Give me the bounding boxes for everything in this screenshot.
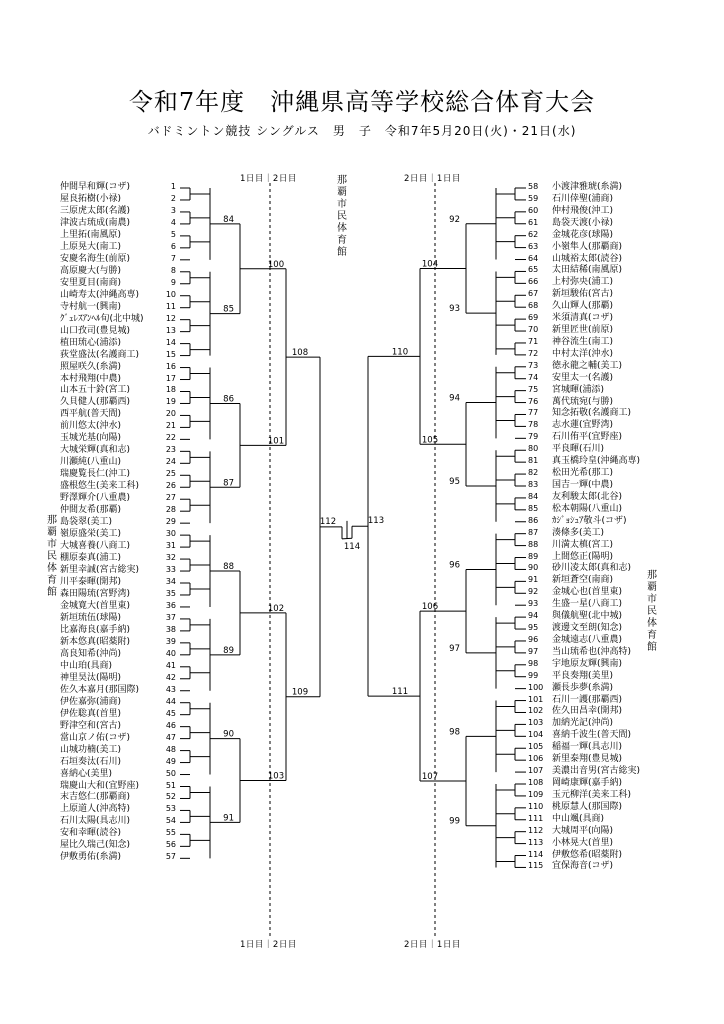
right-seed-number: 64 bbox=[528, 253, 539, 263]
left-seed-number: 26 bbox=[165, 481, 176, 491]
left-player-name: 盛根悠生(美来工科) bbox=[60, 481, 140, 492]
right-seed-number: 58 bbox=[528, 182, 539, 191]
right-seed-number: 77 bbox=[528, 408, 539, 418]
right-seed-number: 101 bbox=[528, 694, 544, 704]
right-seed-number: 74 bbox=[528, 372, 539, 382]
left-player-name: 高良知希(沖尚) bbox=[60, 648, 122, 659]
right-player-name: 小渡津雅琥(糸満) bbox=[552, 182, 623, 192]
left-seed-number: 25 bbox=[165, 469, 176, 479]
page-title: 令和7年度 沖縄県高等学校総合体育大会 bbox=[128, 88, 596, 116]
left-player-name: 金城寛大(首里東) bbox=[60, 600, 131, 611]
right-player-name: 石川侑平(宜野座) bbox=[552, 432, 623, 443]
right-r3-number: 105 bbox=[421, 435, 439, 446]
right-player-name: 知念拓敬(名護商工) bbox=[552, 408, 632, 419]
left-r3-number: 102 bbox=[267, 603, 285, 614]
right-player-name: 與儀航聖(北中城) bbox=[552, 611, 623, 622]
left-player-name: 嶺原盛栄(美工) bbox=[60, 529, 122, 540]
left-r3-number: 101 bbox=[267, 436, 285, 447]
right-player-name: 宮城暉(浦添) bbox=[552, 384, 605, 395]
page-subtitle: バドミントン競技 シングルス 男 子 令和7年5月20日(火)・21日(水) bbox=[147, 124, 577, 138]
right-seed-number: 93 bbox=[528, 599, 539, 609]
left-seed-number: 38 bbox=[165, 624, 176, 634]
left-r2-number: 88 bbox=[223, 562, 234, 573]
right-seed-number: 99 bbox=[528, 670, 539, 680]
day-label-left-bottom: 1日目｜2日目 bbox=[240, 940, 297, 950]
right-seed-number: 62 bbox=[528, 229, 539, 239]
right-seed-number: 79 bbox=[528, 432, 539, 442]
right-seed-number: 111 bbox=[528, 813, 544, 823]
left-seed-number: 11 bbox=[165, 301, 176, 311]
left-seed-number: 32 bbox=[165, 553, 176, 563]
right-seed-number: 68 bbox=[528, 301, 539, 311]
venue-right: 那覇市民体育館 bbox=[647, 570, 657, 653]
right-seed-number: 103 bbox=[528, 718, 544, 728]
left-player-name: 仲間早和輝(コザ) bbox=[60, 182, 131, 192]
left-player-name: 植田琉心(浦添) bbox=[60, 337, 122, 348]
right-seed-number: 71 bbox=[528, 336, 539, 346]
right-r3-number: 106 bbox=[421, 602, 439, 613]
left-seed-number: 16 bbox=[165, 361, 176, 371]
left-player-name: 當山京ノ佑(コザ) bbox=[60, 732, 131, 743]
right-player-name: 大城周平(向陽) bbox=[552, 825, 614, 836]
left-player-name: 伊佐嘉弥(浦商) bbox=[60, 696, 122, 707]
right-player-name: 喜納千波生(普天間) bbox=[552, 730, 632, 741]
left-r2-number: 87 bbox=[223, 478, 234, 489]
right-player-name: 中村太洋(沖水) bbox=[552, 348, 614, 359]
left-r2-number: 85 bbox=[223, 304, 234, 315]
left-player-name: 野澤輝介(八重農) bbox=[60, 493, 131, 504]
right-player-name: 生盛一星(八商工) bbox=[552, 599, 623, 610]
left-player-name: 末吉悠仁(那覇商) bbox=[60, 792, 131, 803]
left-player-name: 石垣奏汰(石川) bbox=[60, 756, 122, 767]
right-seed-number: 59 bbox=[528, 193, 539, 203]
left-player-name: 森田陽琉(宮野湾) bbox=[60, 588, 131, 599]
left-r3-number: 100 bbox=[267, 259, 285, 270]
right-r2-number: 96 bbox=[449, 560, 460, 571]
left-seed-number: 50 bbox=[165, 768, 176, 778]
right-r3-number: 104 bbox=[421, 259, 439, 270]
right-player-name: 岡崎康輝(嘉手納) bbox=[552, 778, 623, 788]
right-seed-number: 88 bbox=[528, 539, 539, 549]
left-seed-number: 17 bbox=[165, 373, 176, 383]
right-player-name: 神谷流生(南工) bbox=[552, 336, 614, 347]
left-seed-number: 45 bbox=[165, 708, 176, 718]
right-player-name: 松田光希(那工) bbox=[552, 468, 614, 479]
left-seed-number: 34 bbox=[165, 577, 176, 586]
right-player-name: 平良奏翔(美里) bbox=[552, 670, 614, 681]
left-seed-number: 3 bbox=[170, 205, 176, 215]
left-seed-number: 46 bbox=[165, 720, 176, 730]
right-seed-number: 65 bbox=[528, 265, 539, 275]
right-player-name: 石川倖聖(浦商) bbox=[552, 193, 614, 204]
right-r2-number: 92 bbox=[449, 214, 460, 225]
left-seed-number: 31 bbox=[165, 541, 176, 551]
left-seed-number: 20 bbox=[165, 409, 176, 419]
right-seed-number: 96 bbox=[528, 634, 539, 644]
right-player-name: 真玉橋玲皇(沖縄高専) bbox=[552, 456, 641, 467]
left-seed-number: 9 bbox=[170, 277, 176, 287]
right-player-name: 当山琉希也(沖高特) bbox=[552, 646, 632, 657]
right-seed-number: 95 bbox=[528, 623, 539, 633]
right-player-name: 国吉一輝(中農) bbox=[552, 480, 614, 490]
right-seed-number: 105 bbox=[528, 742, 544, 752]
left-player-name: 津波古琉成(南農) bbox=[60, 217, 131, 228]
right-r2-number: 97 bbox=[449, 643, 460, 654]
left-seed-number: 5 bbox=[170, 229, 176, 239]
left-player-name: 比嘉海良(嘉手納) bbox=[60, 624, 131, 635]
left-player-name: 喜納心(美里) bbox=[60, 768, 113, 779]
right-seed-number: 80 bbox=[528, 444, 539, 454]
right-player-name: 新垣駿佑(宮古) bbox=[552, 289, 614, 300]
left-r2-number: 89 bbox=[223, 645, 234, 656]
right-seed-number: 73 bbox=[528, 360, 539, 370]
right-seed-number: 84 bbox=[528, 491, 539, 501]
right-seed-number: 94 bbox=[528, 611, 539, 621]
left-seed-number: 41 bbox=[165, 660, 176, 670]
right-player-name: 石川一護(那覇西) bbox=[552, 694, 623, 705]
left-seed-number: 10 bbox=[165, 289, 176, 299]
final-number-112: 112 bbox=[319, 516, 337, 527]
left-seed-number: 44 bbox=[165, 696, 176, 706]
left-player-name: 高原慶大(与勝) bbox=[60, 265, 122, 276]
right-seed-number: 114 bbox=[528, 849, 544, 859]
right-player-name: ｶｼﾞｮｼｭｱ敬斗(コザ) bbox=[552, 515, 627, 526]
right-seed-number: 82 bbox=[528, 468, 539, 478]
left-seed-number: 19 bbox=[165, 397, 176, 407]
right-seed-number: 98 bbox=[528, 658, 539, 668]
right-player-name: 新里匠世(前原) bbox=[552, 325, 614, 336]
right-seed-number: 69 bbox=[528, 313, 539, 323]
left-player-name: 中山珀(具商) bbox=[60, 660, 113, 671]
left-seed-number: 28 bbox=[165, 505, 176, 515]
right-r2-number: 95 bbox=[449, 477, 460, 487]
left-player-name: 棚原泰真(浦工) bbox=[60, 553, 122, 564]
left-player-name: 西平航(普天間) bbox=[60, 409, 122, 420]
left-seed-number: 37 bbox=[165, 612, 176, 622]
left-player-name: 荻堂盛汰(名護商工) bbox=[60, 349, 140, 360]
left-player-name: 上里拓(南風原) bbox=[60, 229, 122, 240]
left-seed-number: 23 bbox=[165, 445, 176, 455]
right-player-name: 川満太槙(宮工) bbox=[552, 539, 614, 550]
right-player-name: 小林晃大(首里) bbox=[552, 837, 614, 848]
left-r2-number: 91 bbox=[223, 813, 234, 824]
right-seed-number: 104 bbox=[528, 730, 544, 740]
left-player-name: 照屋咲久(糸満) bbox=[60, 361, 122, 372]
right-player-name: 砂川凌太郎(真和志) bbox=[552, 563, 632, 574]
right-seed-number: 85 bbox=[528, 503, 539, 513]
right-seed-number: 92 bbox=[528, 587, 539, 597]
left-seed-number: 21 bbox=[165, 421, 176, 431]
right-r4-number: 111 bbox=[391, 687, 409, 698]
left-player-name: 野津空和(宮古) bbox=[60, 720, 122, 731]
right-player-name: 山城裕太郎(読谷) bbox=[552, 253, 623, 264]
right-player-name: 松本朝陽(八重山) bbox=[552, 503, 623, 514]
right-seed-number: 81 bbox=[528, 456, 539, 466]
right-player-name: 上村弥央(浦工) bbox=[552, 277, 614, 288]
right-player-name: 加納光記(沖尚) bbox=[552, 718, 614, 729]
right-player-name: 玉元柳洋(美来工科) bbox=[552, 789, 632, 800]
right-player-name: 美濃出音男(宮古総実) bbox=[552, 766, 641, 777]
left-player-name: 屋良拓樹(小禄) bbox=[60, 193, 122, 204]
right-player-name: 金城花彦(球陽) bbox=[552, 229, 614, 240]
day-label-right-bottom: 2日目｜1日目 bbox=[404, 940, 461, 950]
right-player-name: 安里太一(名護) bbox=[552, 372, 614, 383]
left-seed-number: 18 bbox=[165, 385, 176, 395]
day-label-right-top: 2日目｜1日目 bbox=[404, 174, 461, 184]
right-player-name: 湊條多(美工) bbox=[552, 527, 605, 538]
left-player-name: 寺村航一(興南) bbox=[60, 301, 122, 312]
left-player-name: 安慶名海生(前原) bbox=[60, 253, 131, 264]
right-player-name: 新里泰翔(豊見城) bbox=[552, 754, 623, 765]
right-r3-number: 107 bbox=[421, 772, 439, 783]
left-player-name: 瑞慶山大和(宜野座) bbox=[60, 780, 140, 791]
venue-center: 那覇市民体育館 bbox=[337, 175, 347, 258]
left-seed-number: 27 bbox=[165, 493, 176, 503]
final-number-113: 113 bbox=[367, 516, 385, 527]
right-seed-number: 91 bbox=[528, 575, 539, 585]
right-seed-number: 72 bbox=[528, 348, 539, 358]
right-r2-number: 99 bbox=[449, 816, 460, 827]
right-player-name: 渡邊文至朗(知念) bbox=[552, 623, 623, 634]
right-player-name: 伊敷悠希(昭薬附) bbox=[552, 849, 623, 860]
right-seed-number: 63 bbox=[528, 241, 539, 251]
left-seed-number: 52 bbox=[165, 792, 176, 802]
left-seed-number: 49 bbox=[165, 756, 176, 766]
right-seed-number: 76 bbox=[528, 396, 539, 406]
left-player-name: ｸﾞｪﾚｽｱﾝﾍﾙ旬(北中城) bbox=[60, 313, 144, 324]
left-seed-number: 39 bbox=[165, 636, 176, 646]
right-r2-number: 98 bbox=[449, 727, 460, 738]
right-player-name: 宇地原友輝(興南) bbox=[552, 658, 623, 669]
right-seed-number: 70 bbox=[528, 325, 539, 335]
right-seed-number: 100 bbox=[528, 682, 544, 692]
right-r4-number: 110 bbox=[391, 347, 409, 358]
left-r2-number: 84 bbox=[223, 214, 234, 225]
right-r2-number: 94 bbox=[449, 393, 460, 404]
right-seed-number: 86 bbox=[528, 515, 539, 525]
left-seed-number: 29 bbox=[165, 517, 176, 527]
left-player-name: 佐久本嘉月(那国際) bbox=[60, 684, 140, 695]
right-seed-number: 109 bbox=[528, 789, 544, 799]
right-seed-number: 90 bbox=[528, 563, 539, 573]
right-player-name: 瀬長歩夢(糸満) bbox=[552, 682, 614, 693]
right-player-name: 徳永龍之輔(美工) bbox=[552, 360, 623, 371]
right-player-name: 佐久田昌幸(開邦) bbox=[552, 706, 623, 717]
left-player-name: 伊敷勇佑(糸満) bbox=[60, 852, 122, 863]
left-player-name: 島袋翠(美工) bbox=[60, 517, 113, 528]
left-player-name: 新垣琉伍(球陽) bbox=[60, 612, 122, 623]
right-seed-number: 113 bbox=[528, 837, 544, 847]
left-r4-number: 108 bbox=[291, 348, 309, 359]
right-player-name: 小嶺隼人(那覇商) bbox=[552, 241, 623, 252]
left-seed-number: 15 bbox=[165, 349, 176, 359]
left-seed-number: 2 bbox=[170, 193, 176, 203]
right-seed-number: 87 bbox=[528, 527, 539, 537]
left-player-name: 屋比久瑞己(知念) bbox=[60, 840, 131, 851]
right-player-name: 平良暉(石川) bbox=[552, 444, 605, 455]
right-player-name: 太田結稀(南風原) bbox=[552, 265, 623, 276]
day-label-left-top: 1日目｜2日目 bbox=[240, 174, 297, 184]
left-player-name: 山口孜司(豊見城) bbox=[60, 325, 131, 336]
right-seed-number: 110 bbox=[528, 801, 544, 811]
right-player-name: 金城心也(首里東) bbox=[552, 587, 623, 598]
right-seed-number: 108 bbox=[528, 778, 544, 787]
venue-left: 那覇市民体育館 bbox=[47, 515, 57, 598]
right-player-name: 中山颯(具商) bbox=[552, 813, 605, 824]
left-seed-number: 53 bbox=[165, 804, 176, 814]
left-seed-number: 51 bbox=[165, 780, 176, 790]
left-seed-number: 35 bbox=[165, 588, 176, 598]
right-seed-number: 102 bbox=[528, 706, 544, 716]
left-player-name: 安里夏目(南商) bbox=[60, 277, 122, 288]
left-seed-number: 24 bbox=[165, 457, 176, 467]
left-player-name: 瑞慶覧長仁(沖工) bbox=[60, 469, 131, 480]
left-seed-number: 8 bbox=[170, 265, 176, 275]
right-player-name: 桃原慧人(那国際) bbox=[552, 801, 623, 812]
left-player-name: 石川太陽(具志川) bbox=[60, 816, 131, 827]
left-player-name: 大城喜養(八商工) bbox=[60, 541, 131, 552]
left-player-name: 山本五十鈴(宮工) bbox=[60, 385, 131, 396]
left-seed-number: 7 bbox=[170, 253, 176, 263]
left-seed-number: 55 bbox=[165, 828, 176, 838]
right-player-name: 稲福一輝(具志川) bbox=[552, 742, 623, 753]
left-seed-number: 4 bbox=[170, 217, 176, 227]
left-r3-number: 103 bbox=[267, 771, 285, 782]
left-seed-number: 42 bbox=[165, 672, 176, 682]
right-seed-number: 112 bbox=[528, 825, 544, 835]
left-player-name: 上原晃大(南工) bbox=[60, 241, 122, 252]
left-player-name: 山崎寿太(沖縄高専) bbox=[60, 289, 140, 300]
right-seed-number: 67 bbox=[528, 289, 539, 299]
right-player-name: 金城遠志(八重農) bbox=[552, 634, 623, 645]
left-player-name: 三原虎太郎(名護) bbox=[60, 205, 131, 216]
left-player-name: 久貝健人(那覇西) bbox=[60, 397, 131, 408]
left-player-name: 新本悠真(昭薬附) bbox=[60, 636, 131, 647]
right-player-name: 島袋天渡(小禄) bbox=[552, 217, 614, 228]
right-player-name: 宜保海音(コザ) bbox=[552, 861, 614, 872]
left-player-name: 新里幸誠(宮古総実) bbox=[60, 565, 140, 576]
left-player-name: 前川悠太(沖水) bbox=[60, 421, 122, 432]
right-player-name: 友利駿太郎(北谷) bbox=[552, 491, 623, 502]
left-seed-number: 47 bbox=[165, 732, 176, 742]
right-player-name: 上間悠正(陽明) bbox=[552, 551, 614, 562]
left-r2-number: 90 bbox=[223, 729, 234, 740]
right-player-name: 志水蓮(宜野湾) bbox=[552, 420, 614, 431]
left-player-name: 安和幸暉(読谷) bbox=[60, 828, 122, 839]
left-seed-number: 13 bbox=[165, 325, 176, 335]
left-seed-number: 6 bbox=[170, 241, 176, 251]
left-player-name: 川平泰暉(開邦) bbox=[60, 577, 122, 587]
left-seed-number: 14 bbox=[165, 337, 176, 347]
right-seed-number: 107 bbox=[528, 766, 544, 776]
right-seed-number: 61 bbox=[528, 217, 539, 227]
left-r2-number: 86 bbox=[223, 394, 234, 405]
left-seed-number: 22 bbox=[165, 433, 176, 443]
left-seed-number: 1 bbox=[170, 182, 176, 191]
left-r4-number: 109 bbox=[291, 687, 309, 698]
left-player-name: 川瀬純(八重山) bbox=[60, 457, 122, 468]
right-seed-number: 106 bbox=[528, 754, 544, 764]
left-player-name: 伊佐聡真(首里) bbox=[60, 708, 122, 719]
right-seed-number: 83 bbox=[528, 480, 539, 489]
right-seed-number: 97 bbox=[528, 646, 539, 656]
left-seed-number: 54 bbox=[165, 816, 176, 826]
right-player-name: 新垣蒼空(南商) bbox=[552, 575, 614, 586]
left-player-name: 神里昊汰(陽明) bbox=[60, 672, 122, 683]
left-player-name: 仲間友希(那覇) bbox=[60, 505, 122, 516]
right-player-name: 萬代琉宛(与勝) bbox=[552, 396, 614, 407]
right-seed-number: 89 bbox=[528, 551, 539, 561]
left-player-name: 山城功楠(美工) bbox=[60, 744, 122, 755]
left-seed-number: 40 bbox=[165, 648, 176, 658]
final-number-114: 114 bbox=[343, 541, 361, 552]
left-player-name: 大城栄輝(真和志) bbox=[60, 445, 131, 456]
right-seed-number: 60 bbox=[528, 205, 539, 215]
left-seed-number: 48 bbox=[165, 744, 176, 754]
right-player-name: 米須清真(コザ) bbox=[552, 313, 614, 324]
right-seed-number: 75 bbox=[528, 384, 539, 394]
left-seed-number: 30 bbox=[165, 529, 176, 539]
left-player-name: 玉城光基(向陽) bbox=[60, 433, 122, 444]
left-seed-number: 36 bbox=[165, 600, 176, 610]
right-r2-number: 93 bbox=[449, 304, 460, 315]
left-seed-number: 12 bbox=[165, 313, 176, 323]
left-seed-number: 43 bbox=[165, 684, 176, 694]
right-player-name: 久山輝人(那覇) bbox=[552, 301, 614, 312]
left-seed-number: 56 bbox=[165, 840, 176, 850]
left-player-name: 本村飛翔(中農) bbox=[60, 373, 122, 384]
right-player-name: 仲村飛俊(沖工) bbox=[552, 205, 614, 216]
right-seed-number: 66 bbox=[528, 277, 539, 287]
right-seed-number: 78 bbox=[528, 420, 539, 430]
left-seed-number: 57 bbox=[165, 852, 176, 862]
right-seed-number: 115 bbox=[528, 861, 544, 871]
left-player-name: 上原道人(沖高特) bbox=[60, 804, 131, 815]
left-seed-number: 33 bbox=[165, 565, 176, 575]
